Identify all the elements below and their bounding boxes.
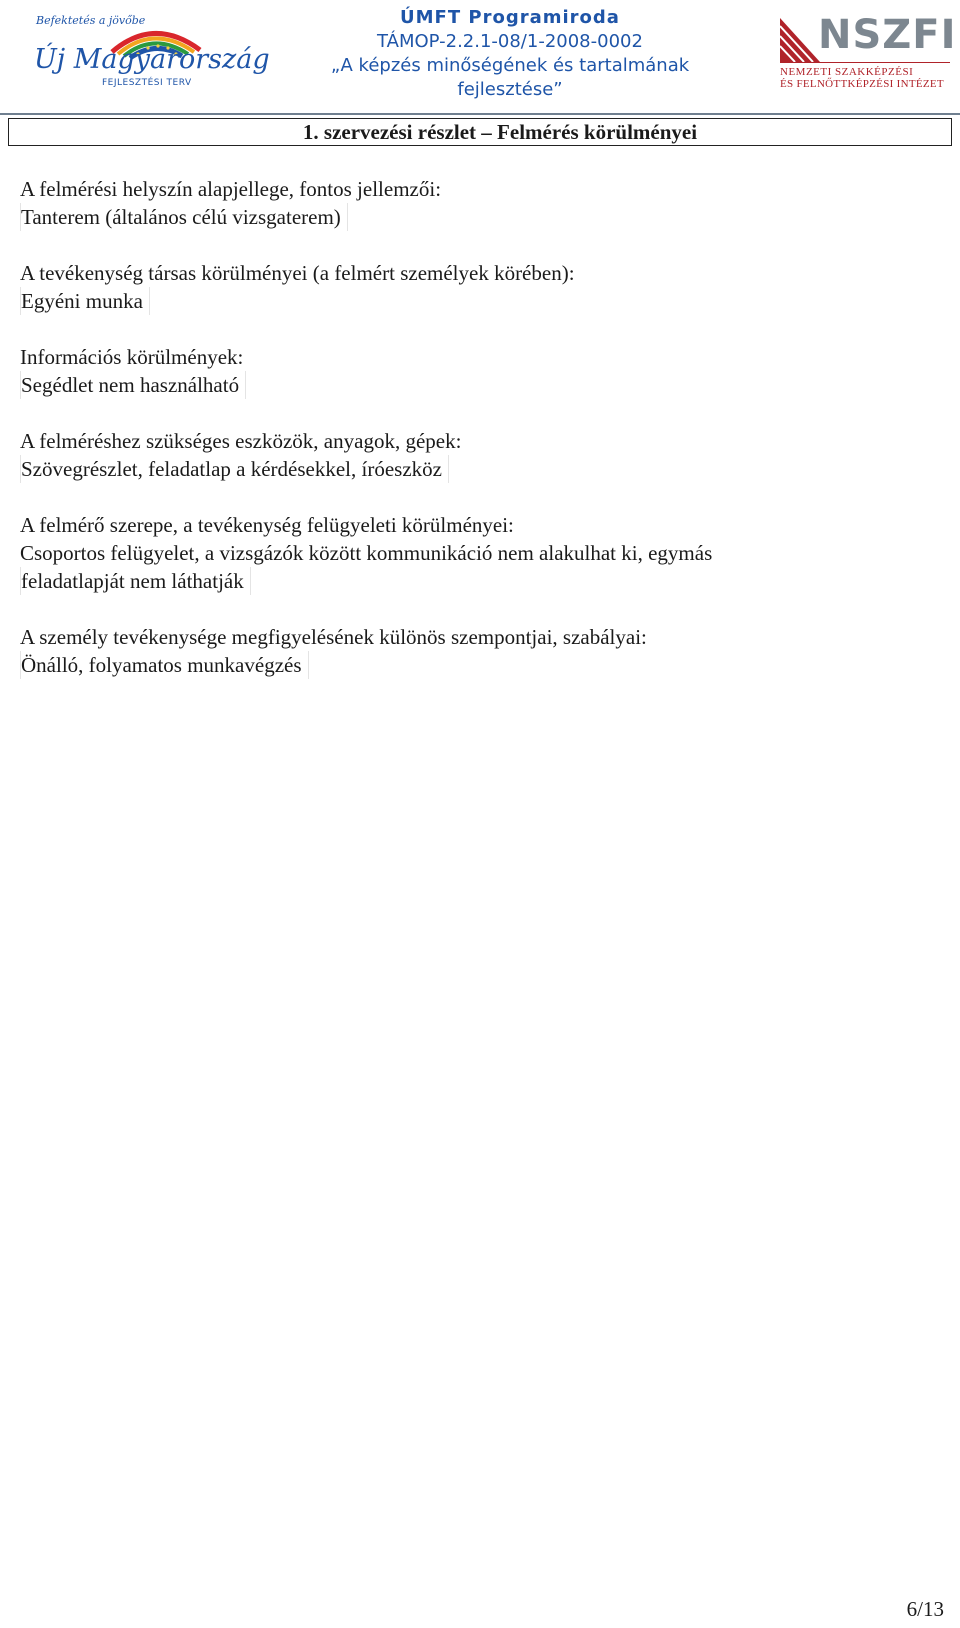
field-value: Segédlet nem használható xyxy=(20,371,246,399)
field-value: Tanterem (általános célú vizsgaterem) xyxy=(20,203,348,231)
logo-tagline: Befektetés a jövőbe xyxy=(36,14,146,27)
nszfi-logo xyxy=(780,12,957,92)
nszfi-sub1: NEMZETI SZAKKÉPZÉSI xyxy=(780,66,914,78)
project-title-line2: fejlesztése” xyxy=(457,79,563,100)
nszfi-name: NSZFI xyxy=(818,12,957,58)
logo-sub: FEJLESZTÉSI TERV xyxy=(102,78,192,88)
field-label: A felmérési helyszín alapjellege, fontos jellemzői: xyxy=(20,177,442,201)
field-value-line1: Csoportos felügyelet, a vizsgázók között kommunikáció nem alakulhat ki, egymás xyxy=(20,541,713,565)
uj-magyarorszag-logo xyxy=(34,14,270,92)
field-label: A felméréshez szükséges eszközök, anyagok, gépek: xyxy=(20,429,462,453)
project-code: TÁMOP-2.2.1-08/1-2008-0002 xyxy=(377,31,643,52)
field-social-conditions xyxy=(20,259,940,315)
survey-conditions xyxy=(20,175,940,707)
field-value: Egyéni munka xyxy=(20,287,150,315)
field-supervisor-role xyxy=(20,511,940,595)
field-label: A személy tevékenysége megfigyelésének különös szempontjai, szabályai: xyxy=(20,625,647,649)
field-observation-rules xyxy=(20,623,940,679)
field-label: A felmérő szerepe, a tevékenység felügyeleti körülményei: xyxy=(20,513,514,537)
field-value: Szövegrészlet, feladatlap a kérdésekkel, íróeszköz xyxy=(20,455,449,483)
page-header xyxy=(0,0,960,112)
org-name: ÚMFT Programiroda xyxy=(400,7,620,28)
field-tools xyxy=(20,427,940,483)
field-location xyxy=(20,175,940,231)
field-value xyxy=(20,539,940,595)
field-value-line2: feladatlapját nem láthatják xyxy=(20,567,251,595)
field-information-conditions xyxy=(20,343,940,399)
nszfi-sub2: ÉS FELNŐTTKÉPZÉSI INTÉZET xyxy=(780,78,944,90)
field-value: Önálló, folyamatos munkavégzés xyxy=(20,651,309,679)
header-text xyxy=(260,6,760,102)
section-title: 1. szervezési részlet – Felmérés körülményei xyxy=(8,118,952,146)
logo-name: Új Magyarország xyxy=(34,44,270,75)
field-label: A tevékenység társas körülményei (a felmért személyek körében): xyxy=(20,261,575,285)
page-number: 6/13 xyxy=(906,1597,944,1621)
nszfi-emblem-icon xyxy=(780,18,820,62)
header-divider xyxy=(0,113,960,115)
field-label: Információs körülmények: xyxy=(20,345,244,369)
project-title-line1: „A képzés minőségének és tartalmának xyxy=(330,55,690,76)
